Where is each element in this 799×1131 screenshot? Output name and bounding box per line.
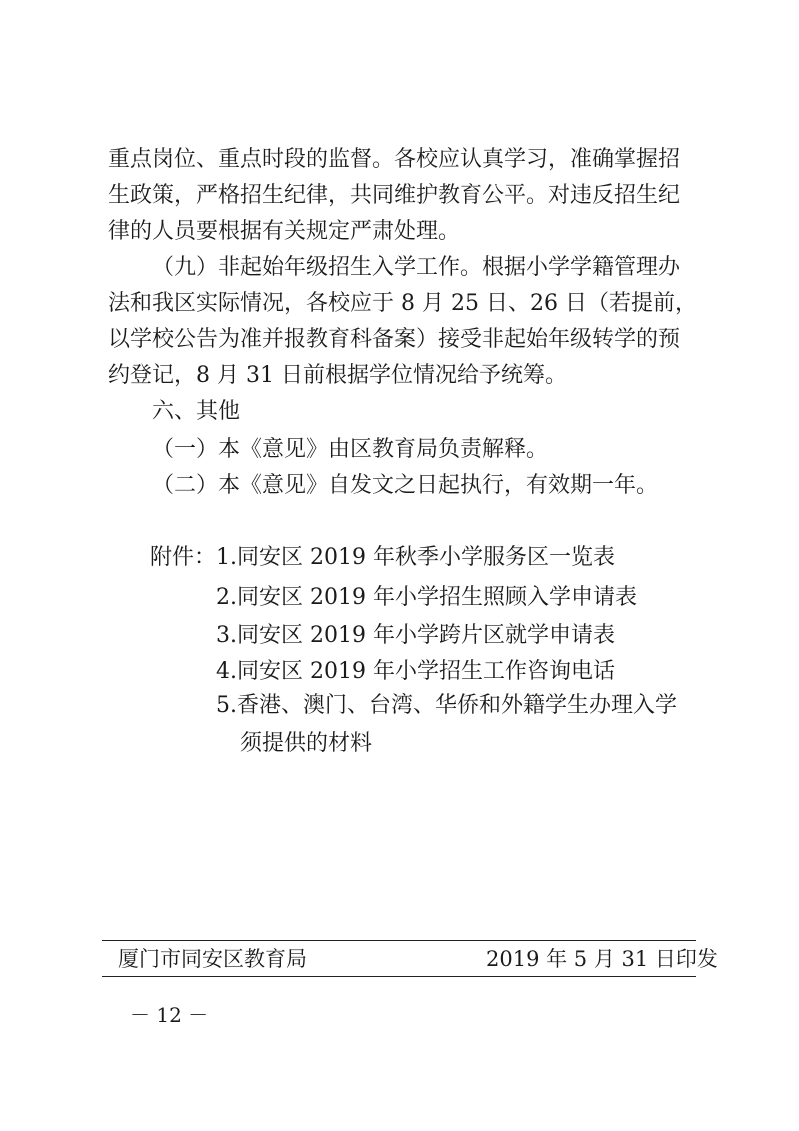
attachment-continuation: 须提供的材料 bbox=[240, 731, 373, 756]
body-line: 律的人员要根据有关规定严肃处理。 bbox=[108, 219, 461, 244]
footer-bottom-rule bbox=[102, 976, 696, 977]
footer-top-rule bbox=[102, 940, 696, 941]
body-line: 生政策，严格招生纪律，共同维护教育公平。对违反招生纪 bbox=[108, 183, 681, 208]
attachment-item: 5.香港、澳门、台湾、华侨和外籍学生办理入学 bbox=[216, 693, 677, 718]
body-line: 约登记，8 月 31 日前根据学位情况给予统筹。 bbox=[108, 363, 567, 388]
attachment-item: 1.同安区 2019 年秋季小学服务区一览表 bbox=[216, 545, 615, 570]
attachment-item: 4.同安区 2019 年小学招生工作咨询电话 bbox=[216, 659, 615, 684]
body-line: 以学校公告为准并报教育科备案）接受非起始年级转学的预 bbox=[108, 327, 681, 352]
attachment-item: 3.同安区 2019 年小学跨片区就学申请表 bbox=[216, 623, 615, 648]
page-number: － 12 － bbox=[130, 1003, 209, 1027]
footer-issuer: 厦门市同安区教育局 bbox=[118, 947, 307, 971]
attachment-item: 2.同安区 2019 年小学招生照顾入学申请表 bbox=[216, 585, 637, 610]
body-line: （九）非起始年级招生入学工作。根据小学学籍管理办 bbox=[152, 255, 681, 280]
body-line: 重点岗位、重点时段的监督。各校应认真学习，准确掌握招 bbox=[108, 147, 681, 172]
body-line: 法和我区实际情况，各校应于 8 月 25 日、26 日（若提前， bbox=[108, 291, 697, 316]
footer-date: 2019 年 5 月 31 日印发 bbox=[486, 947, 718, 971]
section-heading: 六、其他 bbox=[152, 399, 241, 424]
item-line: （一）本《意见》由区教育局负责解释。 bbox=[152, 437, 549, 462]
attachments-label: 附件： bbox=[150, 545, 217, 570]
item-line: （二）本《意见》自发文之日起执行，有效期一年。 bbox=[152, 473, 659, 498]
